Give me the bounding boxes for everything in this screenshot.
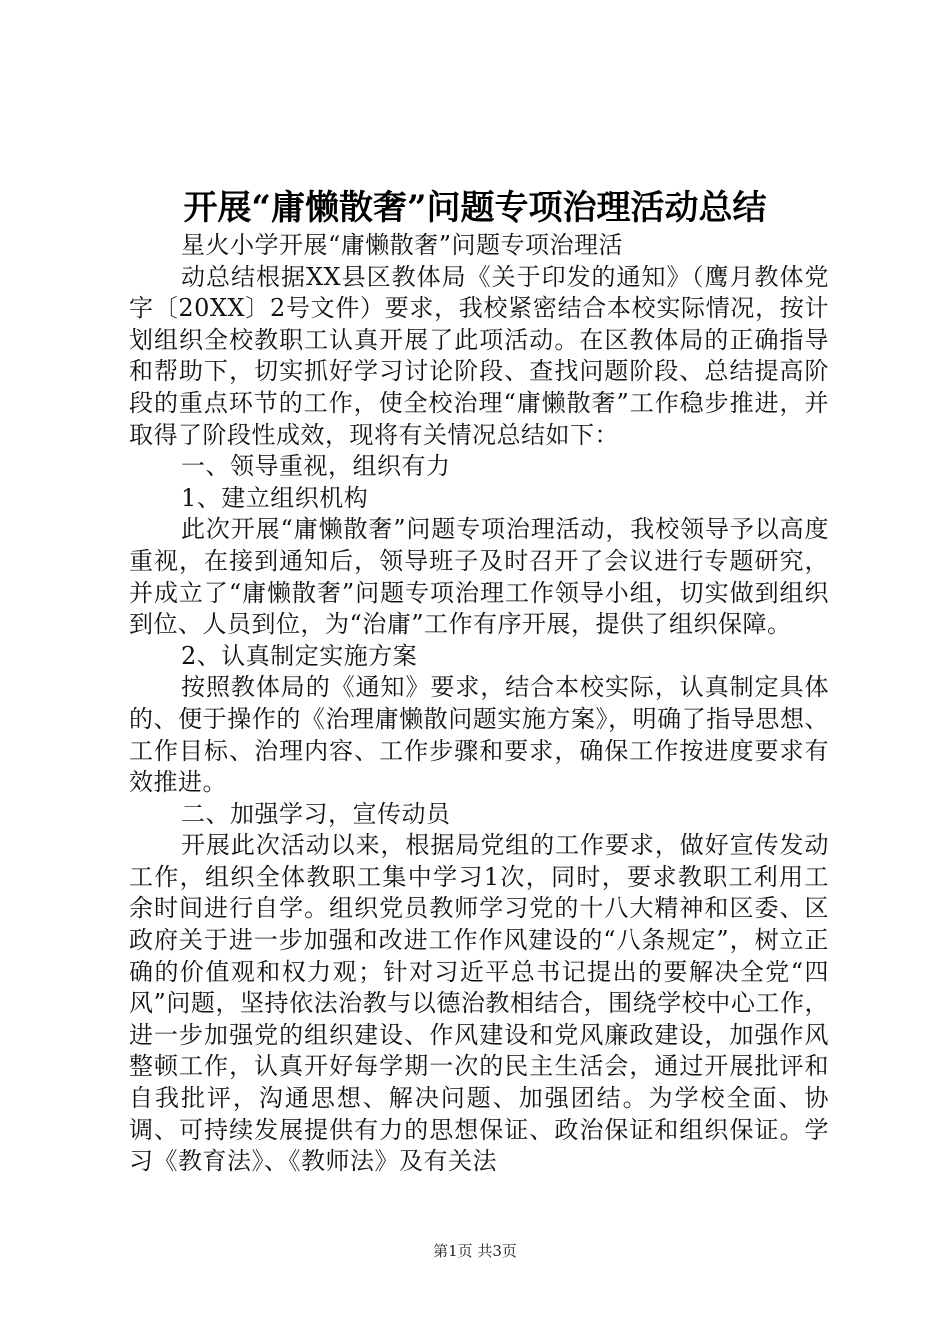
section-heading: 二、加强学习，宣传动员 — [181, 799, 451, 828]
subsection-heading: 1、建立组织机构 — [181, 483, 369, 512]
body-paragraph: 此次开展“庸懒散奢”问题专项治理活动，我校领导予以高度重视，在接到通知后，领导班子及时召开了会议进行专题研究，并成立了“庸懒散奢”问题专项治理工作领导小组，切实做到组织到位、人员到位，为“治庸”工作有序开展，提供了组织保障。 — [129, 515, 829, 639]
body-paragraph: 按照教体局的《通知》要求，结合本校实际，认真制定具体的、便于操作的《治理庸懒散问题实施方案》，明确了指导思想、工作目标、治理内容、工作步骤和要求，确保工作按进度要求有效推进。 — [129, 673, 829, 797]
body-paragraph: 星火小学开展“庸懒散奢”问题专项治理活 — [181, 231, 624, 259]
document-body — [129, 230, 829, 1178]
body-paragraph: 动总结根据XX县区教体局《关于印发的通知》（鹰月教体党字〔20XX〕2号文件）要求，我校紧密结合本校实际情况，按计划组织全校教职工认真开展了此项活动。在区教体局的正确指导和帮助下，切实抓好学习讨论阶段、查找问题阶段、总结提高阶段的重点环节的工作，使全校治理“庸懒散奢”工作稳步推进，并取得了阶段性成效，现将有关情况总结如下： — [129, 262, 829, 449]
section-heading: 一、领导重视，组织有力 — [181, 452, 451, 481]
document-title: 开展“庸懒散奢”问题专项治理活动总结 — [183, 188, 767, 228]
body-paragraph: 开展此次活动以来，根据局党组的工作要求，做好宣传发动工作，组织全体教职工集中学习1次，同时，要求教职工利用工余时间进行自学。组织党员教师学习党的十八大精神和区委、区政府关于进一步加强和改进工作作风建设的“八条规定”，树立正确的价值观和权力观；针对习近平总书记提出的要解决全党“四风”问题，坚持依法治教与以德治教相结合，围绕学校中心工作，进一步加强党的组织建设、作风建设和党风廉政建设，加强作风整顿工作，认真开好每学期一次的民主生活会，通过开展批评和自我批评，沟通思想、解决问题、加强团结。为学校全面、协调、可持续发展提供有力的思想保证、政治保证和组织保证。学习《教育法》、《教师法》及有关法 — [129, 831, 829, 1176]
subsection-heading: 2、认真制定实施方案 — [181, 641, 418, 670]
page-number-footer: 第1页 共3页 — [433, 1242, 517, 1260]
